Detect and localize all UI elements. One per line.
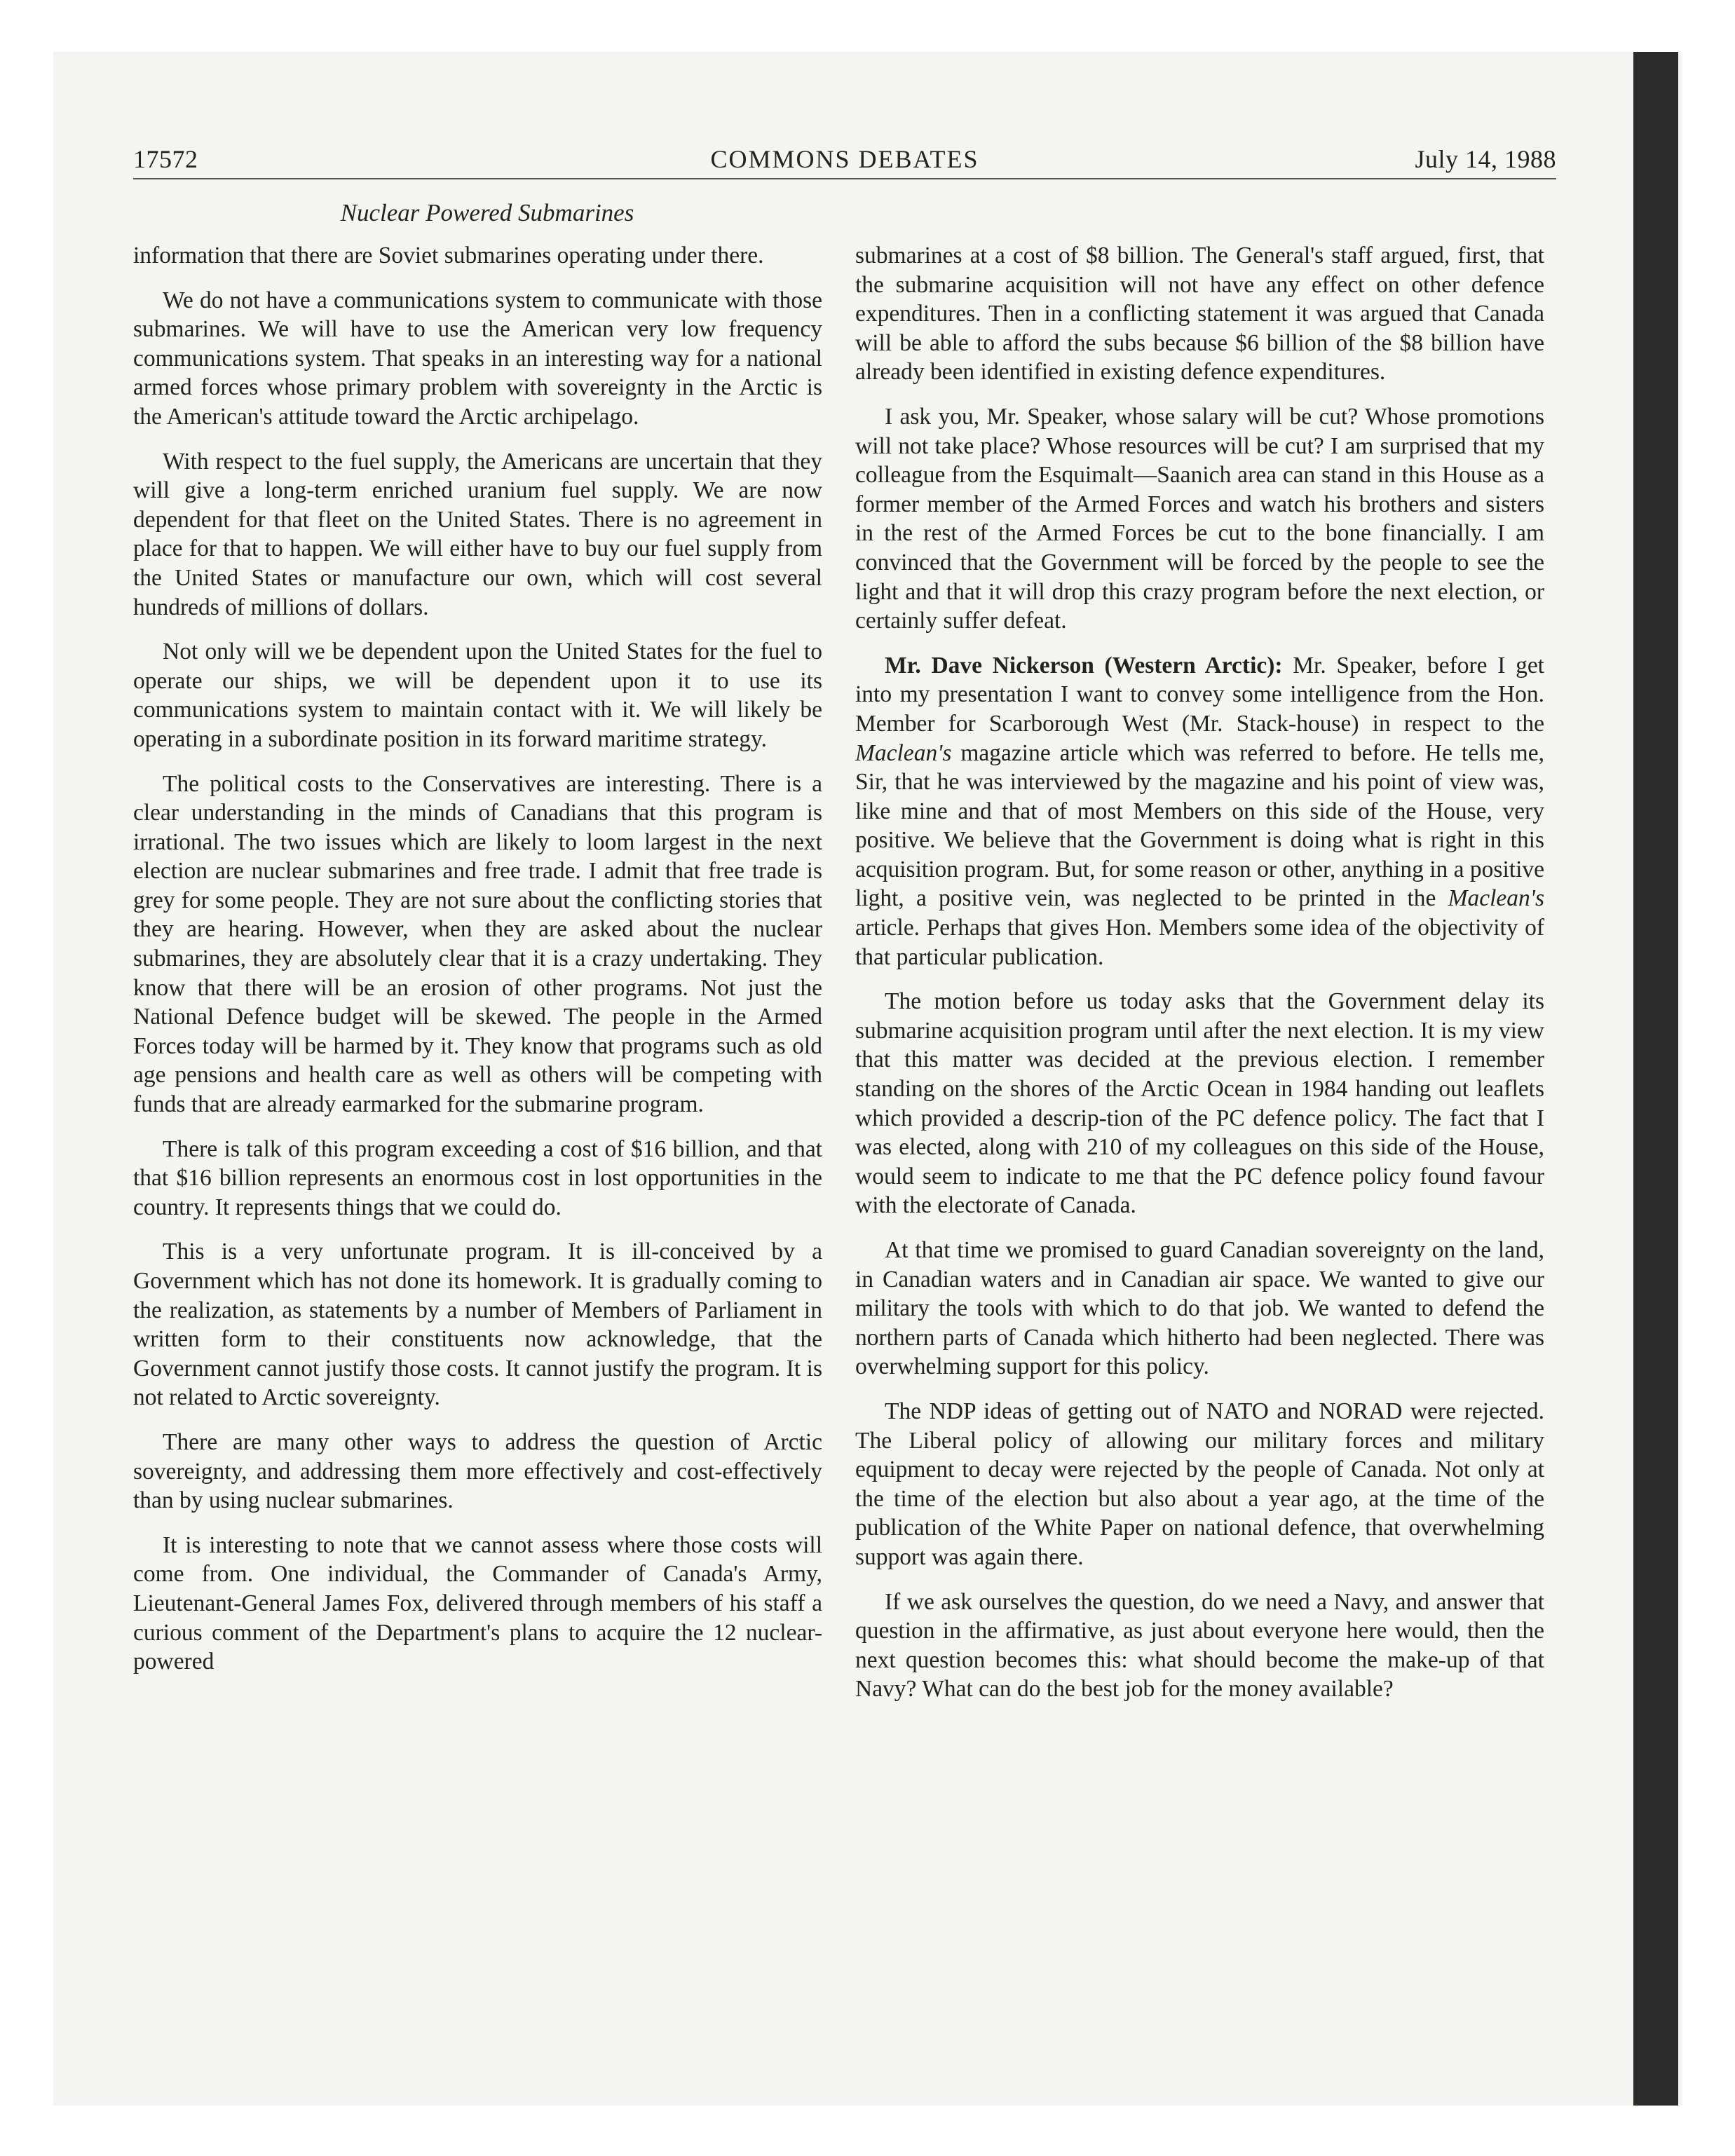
page-header xyxy=(133,144,1556,179)
paragraph: There is talk of this program exceeding a cost of $16 billion, and that that $16 billion represents an enormous cost in lost opportunities in the country. It represents things that we could do. xyxy=(133,1135,822,1220)
paragraph: It is interesting to note that we cannot assess where those costs will come from. One individual, the Commander of Canada's Army, Lieutenant-General James Fox, delivered through members of his staff a curious comment of the Department's plans to acquire the 12 nuclear-powered xyxy=(133,1531,822,1675)
magazine-title: Maclean's xyxy=(1448,885,1544,912)
paragraph: The NDP ideas of getting out of NATO and NORAD were rejected. The Liberal policy of allowing our military forces and military equipment to decay were rejected by the people of Canada. Not only at the time of the election but also about a year ago, at the time of the publication of the White Paper on national defence, that overwhelming support was again there. xyxy=(855,1398,1544,1570)
right-column xyxy=(855,241,1544,1719)
paragraph: At that time we promised to guard Canadian sovereignty on the land, in Canadian waters and in Canadian air space. We wanted to give our military the tools with which to do that job. We wanted to defend the northern parts of Canada which hitherto had been neglected. There was overwhelming support for this policy. xyxy=(855,1237,1544,1380)
speaker-name: Mr. Dave Nickerson (Western Arctic): xyxy=(885,652,1283,678)
paragraph: The political costs to the Conservatives are interesting. There is a clear understanding in the minds of Canadians that this program is irrational. The two issues which are likely to loom largest in the next election are nuclear submarines and free trade. I admit that free trade is grey for some people. They are not sure about the conflicting stories that they are hearing. However, when they are asked about the nuclear submarines, they are absolutely clear that it is a crazy undertaking. They know that there will be an erosion of other programs. Not just the National Defence budget will be skewed. The people in the Armed Forces today will be harmed by it. They know that programs such as old age pensions and health care as well as others will be competing with funds that are already earmarked for the submarine program. xyxy=(133,770,822,1118)
page-date: July 14, 1988 xyxy=(1415,145,1556,173)
speech-paragraph xyxy=(855,651,1544,972)
paragraph: We do not have a communications system to communicate with those submarines. We will have to use the American very low frequency communications system. That speaks in an interesting way for a national armed forces whose primary problem with sovereignty in the Arctic is the American's attitude toward the Arctic archipelago. xyxy=(133,287,822,430)
paragraph: There are many other ways to address the question of Arctic sovereignty, and addressing them more effectively and cost-effectively than by using nuclear submarines. xyxy=(133,1428,822,1514)
paragraph: I ask you, Mr. Speaker, whose salary will be cut? Whose promotions will not take place? Whose resources will be cut? I am surprised that my colleague from the Esquimalt—Saanich area can stand in this House as a former member of the Armed Forces and watch his brothers and sisters in the rest of the Armed Forces be cut to the bone financially. I am convinced that the Government will be forced by the people to see the light and that it will drop this crazy program before the next election, or certainly suffer defeat. xyxy=(855,403,1544,634)
paragraph: submarines at a cost of $8 billion. The General's staff argued, first, that the submarine acquisition will not have any effect on other defence expenditures. Then in a conflicting statement it was argued that Canada will be able to afford the subs because $6 billion of the $8 billion have already been identified in existing defence expenditures. xyxy=(855,243,1544,386)
paragraph: If we ask ourselves the question, do we need a Navy, and answer that question in the affirmative, as just about everyone here would, then the next question becomes this: what should become the make-up of that Navy? What can do the best job for the money available? xyxy=(855,1588,1544,1703)
paragraph: Not only will we be dependent upon the United States for the fuel to operate our ships, we will be dependent upon it to use its communications system to maintain contact with it. We will likely be operating in a subordinate position in its forward maritime strategy. xyxy=(133,639,822,752)
page-number: 17572 xyxy=(133,145,198,173)
section-title: Nuclear Powered Submarines xyxy=(340,199,634,226)
speech-text: Mr. Speaker, before I get into my presentation I want to convey some intelligence from the Hon. Member for Scarborough West (Mr. Stack-house) in respect to the xyxy=(855,652,1544,737)
paragraph: This is a very unfortunate program. It is ill-conceived by a Government which has not done its homework. It is gradually coming to the realization, as statements by a number of Members of Parliament in written form to their constituents now acknowledge, that the Government cannot justify those costs. It cannot justify the program. It is not related to Arctic sovereignty. xyxy=(133,1239,822,1411)
speech-text: article. Perhaps that gives Hon. Members some idea of the objectivity of that particular publication. xyxy=(855,915,1544,970)
scan-binding-edge xyxy=(1633,52,1678,2106)
paragraph: information that there are Soviet submarines operating under there. xyxy=(133,243,764,268)
speech-text: magazine article which was referred to before. He tells me, Sir, that he was interviewed by the magazine and his point of view was, like mine and that of most Members on this side of the House, very positive. We believe that the Government is doing what is right in this acquisition program. But, for some reason or other, anything in a positive light, a positive vein, was neglected to be printed in the xyxy=(855,739,1544,912)
left-column xyxy=(133,241,822,1692)
paragraph: The motion before us today asks that the Government delay its submarine acquisition program until after the next election. It is my view that this matter was decided at the previous election. I remember standing on the shores of the Arctic Ocean in 1984 handing out leaflets which provided a descrip-tion of the PC defence policy. The fact that I was elected, along with 210 of my colleagues on this side of the House, would seem to indicate to me that the PC defence policy found favour with the electorate of Canada. xyxy=(855,988,1544,1219)
magazine-title: Maclean's xyxy=(855,739,952,766)
publication-title: COMMONS DEBATES xyxy=(710,145,979,173)
paragraph: With respect to the fuel supply, the Americans are uncertain that they will give a long-term enriched uranium fuel supply. We are now dependent for that fleet on the United States. There is no agreement in place for that to happen. We will either have to buy our fuel supply from the United States or manufacture our own, which will cost several hundreds of millions of dollars. xyxy=(133,448,822,620)
